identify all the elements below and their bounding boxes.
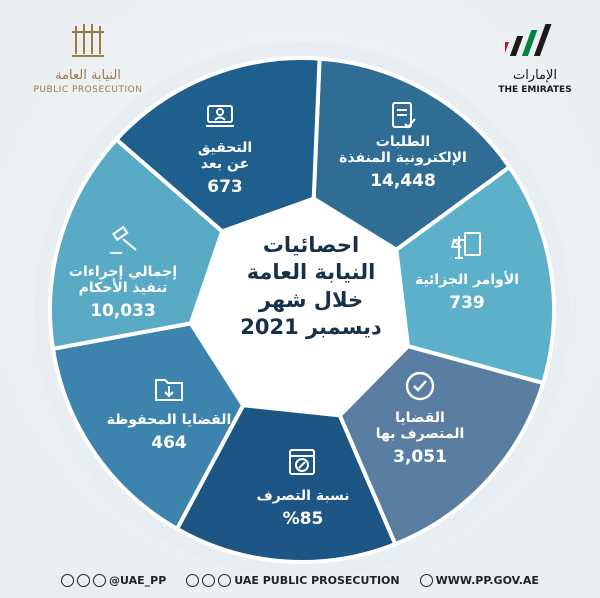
segment-label: المتصرف بها: [375, 426, 465, 443]
center-title: [213, 232, 409, 382]
segment-label: تنفيذ الأحكام: [78, 280, 168, 297]
segment-label: الأوامر الجزائية: [414, 272, 520, 288]
footer-contacts: [0, 568, 600, 592]
the-emirates-logo: [480, 20, 590, 95]
org-name-text: UAE PUBLIC PROSECUTION: [234, 573, 400, 587]
segment-value: 3,051: [393, 447, 447, 468]
youtube-icon: [202, 574, 215, 587]
logo-right-arabic: الإمارات: [512, 68, 558, 83]
segment-disposal-rate: [228, 488, 378, 530]
percent-window-icon: [286, 446, 318, 478]
facebook-icon: [186, 574, 199, 587]
segment-value: 739: [449, 293, 485, 314]
twitter-icon: [77, 574, 90, 587]
folder-download-icon: [153, 372, 185, 404]
segment-archived-cases: [94, 412, 244, 454]
document-check-icon: [387, 100, 419, 132]
segment-judgment-execution: [48, 264, 198, 322]
segment-label: إجمالي إجراءات: [68, 264, 178, 280]
scales-emblem-icon: [68, 20, 108, 60]
segment-disposed-cases: [345, 410, 495, 468]
segment-label: القضايا: [395, 410, 445, 426]
center-title-line: خلال شهر: [258, 287, 364, 312]
logo-right-english: THE EMIRATES: [498, 85, 572, 95]
segment-value: 10,033: [90, 301, 156, 322]
segment-value: 464: [151, 433, 187, 454]
snapchat-icon: [93, 574, 106, 587]
emirates-brand-icon: [505, 20, 565, 60]
segment-penal-orders: [392, 272, 542, 314]
segment-label: التحقيق: [197, 140, 253, 156]
scales-document-icon: [451, 230, 483, 262]
segment-electronic-requests: [328, 134, 478, 192]
video-call-icon: [204, 100, 236, 132]
segment-value: 673: [207, 177, 243, 198]
gavel-icon: [108, 224, 140, 256]
website-text: WWW.PP.GOV.AE: [435, 573, 539, 587]
segment-value: %85: [282, 509, 324, 530]
footer-website-link[interactable]: [420, 574, 539, 587]
segment-remote-investigation: [150, 140, 300, 198]
center-title-line: النيابة العامة: [246, 260, 376, 285]
segment-label: الطلبات: [375, 134, 431, 150]
public-prosecution-logo: [18, 20, 158, 95]
instagram-icon: [61, 574, 74, 587]
linkedin-icon: [218, 574, 231, 587]
segment-label: القضايا المحفوظة: [106, 412, 232, 428]
footer-social-handle[interactable]: [61, 574, 166, 587]
globe-icon: [420, 574, 433, 587]
footer-org-name[interactable]: [186, 574, 399, 587]
logo-left-english: PUBLIC PROSECUTION: [33, 85, 143, 95]
segment-label: الإلكترونية المنفذة: [339, 150, 467, 167]
logo-left-arabic: النيابة العامة: [55, 68, 121, 83]
segment-label: نسبة التصرف: [256, 488, 350, 504]
center-title-date: ديسمبر 2021: [240, 314, 382, 339]
segment-value: 14,448: [370, 171, 436, 192]
social-handle-text: @UAE_PP: [109, 573, 167, 587]
center-title-line: احصائيات: [262, 233, 360, 257]
segment-label: عن بعد: [200, 156, 250, 173]
